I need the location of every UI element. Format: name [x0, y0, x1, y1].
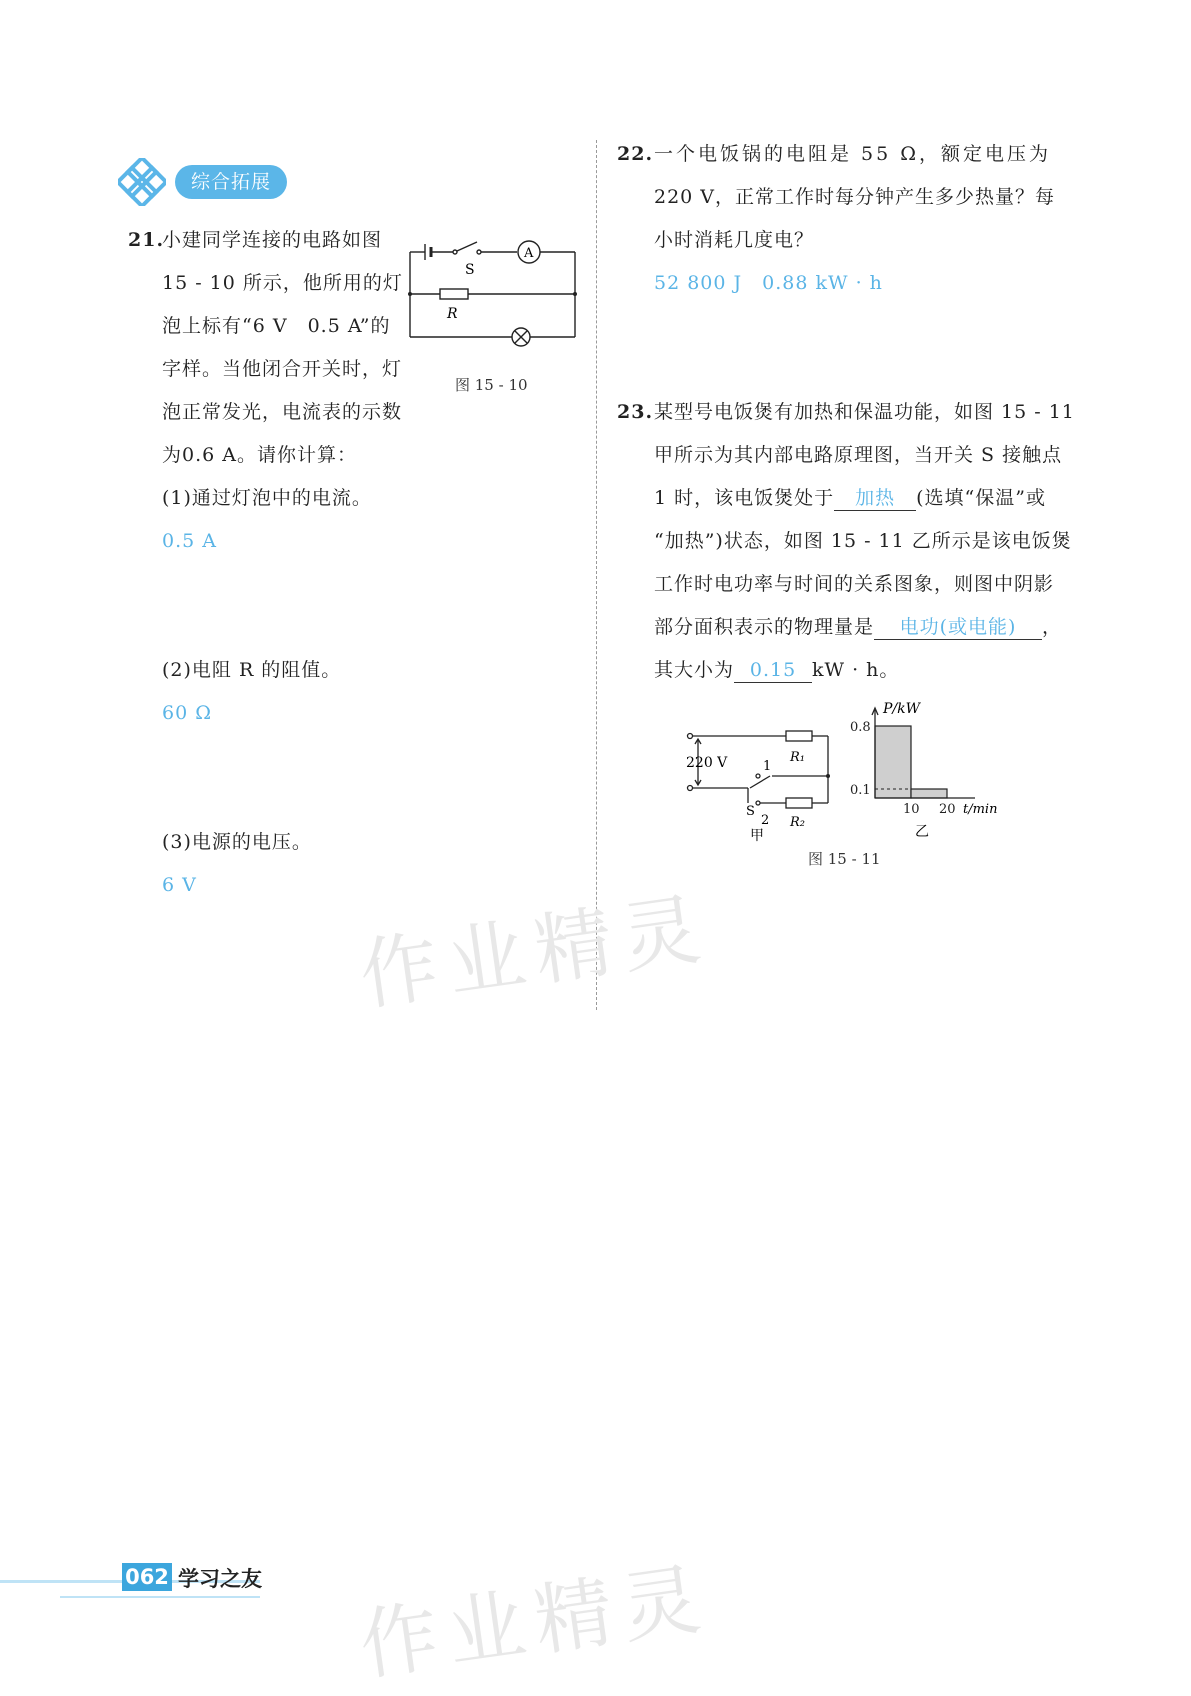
switch-label: S [746, 804, 755, 819]
graph-bars [875, 726, 947, 798]
question-stem-line: 工作时电功率与时间的关系图象，则图中阴影 [654, 573, 1055, 595]
y-axis-label: P/kW [883, 701, 921, 717]
question-stem-line [654, 615, 1062, 640]
question-stem-line: 泡上标有“6 V 0.5 A”的 [162, 315, 391, 337]
question-stem-line: 泡正常发光，电流表的示数 [162, 401, 403, 423]
question-stem-line: “加热”)状态，如图 15 - 11 乙所示是该电饭煲 [654, 530, 1072, 552]
text-segment: 其大小为 [654, 659, 735, 681]
section-title: 综合拓展 [175, 165, 287, 199]
watermark: 作业精灵 [354, 1553, 716, 1692]
resistor-label: R [447, 306, 458, 322]
fill-blank-1[interactable]: 加热 [834, 486, 916, 511]
text-segment: 1 时，该电饭煲处于 [654, 487, 835, 509]
text-segment: (选填“保温”或 [916, 487, 1046, 509]
power-bar [911, 789, 947, 798]
figure-caption: 图 15 - 10 [455, 376, 528, 394]
question-number: 23. [617, 401, 654, 423]
text-segment: kW · h。 [812, 659, 900, 681]
y-tick-label: 0.8 [850, 720, 871, 735]
question-stem-line [654, 658, 899, 683]
voltage-label: 220 V [686, 755, 728, 771]
section-logo-icon [118, 158, 166, 206]
contact-2-label: 2 [761, 813, 770, 828]
sub-question: (3)电源的电压。 [162, 831, 312, 853]
switch-label: S [465, 262, 475, 278]
power-time-graph [845, 700, 1015, 842]
answer: 52 800 J 0.88 kW · h [654, 272, 883, 294]
footer-decor-line [60, 1596, 260, 1598]
fill-blank-2[interactable]: 电功(或电能) [874, 615, 1042, 640]
question-stem-line: 一个电饭锅的电阻是 55 Ω，额定电压为 [654, 143, 1052, 165]
answer: 6 V [162, 874, 197, 896]
fill-blank-3[interactable]: 0.15 [734, 658, 812, 683]
r1-label: R₁ [790, 750, 805, 765]
question-stem-line: 220 V，正常工作时每分钟产生多少热量？每 [654, 186, 1056, 208]
y-tick-label: 0.1 [850, 783, 871, 798]
question-stem-line: 字样。当他闭合开关时，灯 [162, 358, 403, 380]
question-stem-line: 小建同学连接的电路如图 [162, 229, 383, 251]
power-bar [875, 726, 911, 798]
sub-question: (1)通过灯泡中的电流。 [162, 487, 372, 509]
question-stem-line: 甲所示为其内部电路原理图，当开关 S 接触点 [654, 444, 1063, 466]
sub-question: (2)电阻 R 的阻值。 [162, 659, 342, 681]
question-stem-line: 15 - 10 所示，他所用的灯 [162, 272, 403, 294]
answer: 0.5 A [162, 530, 217, 552]
circuit-diagram-15-10 [405, 232, 580, 347]
sub-figure-label: 甲 [750, 828, 764, 843]
question-stem-line: 为0.6 A。请你计算： [162, 444, 357, 466]
question-number: 21. [128, 229, 165, 251]
footer-brand: 学习之友 [178, 1567, 262, 1591]
x-axis-label: t/min [963, 802, 998, 817]
sub-figure-label: 乙 [915, 824, 929, 840]
answer: 60 Ω [162, 702, 212, 724]
ammeter-label: A [524, 246, 534, 261]
figure-caption: 图 15 - 11 [808, 850, 881, 868]
circuit-diagram-15-11-jia [678, 718, 838, 843]
question-stem-line: 某型号电饭煲有加热和保温功能，如图 15 - 11 [654, 401, 1075, 423]
question-stem-line: 小时消耗几度电？ [654, 229, 815, 251]
watermark: 作业精灵 [354, 883, 716, 1022]
text-segment: 部分面积表示的物理量是 [654, 616, 875, 638]
text-segment: ， [1042, 616, 1063, 638]
contact-1-label: 1 [763, 759, 772, 774]
r2-label: R₂ [790, 815, 805, 830]
x-tick-label: 20 [939, 802, 956, 817]
question-number: 22. [617, 143, 654, 165]
page-number: 062 [122, 1563, 172, 1591]
x-tick-label: 10 [903, 802, 920, 817]
question-stem-line [654, 486, 1046, 511]
